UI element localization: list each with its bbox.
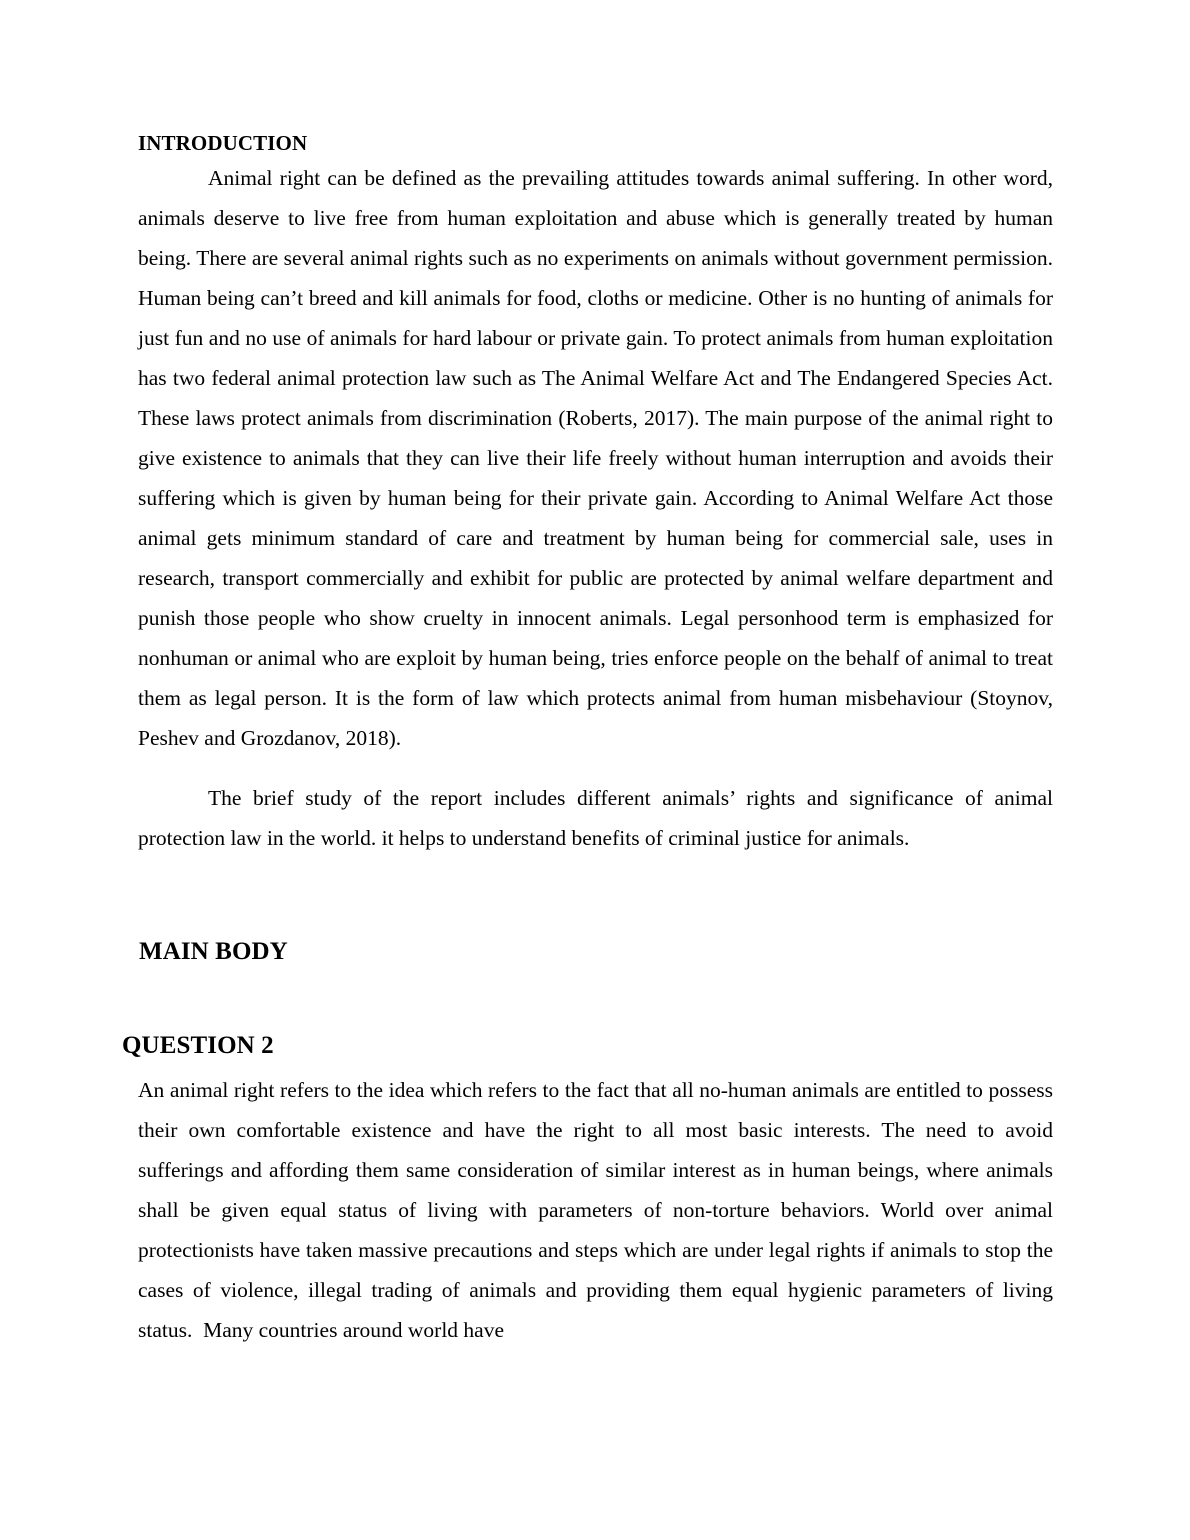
heading-question-2: QUESTION 2 — [122, 1032, 274, 1059]
page-content — [122, 130, 1066, 1350]
heading-introduction: INTRODUCTION — [138, 131, 308, 155]
paragraph-question-2-1: An animal right refers to the idea which refers to the fact that all no-human animals are entitled to possess their own comfortable existence and have the right to all most basic interests. The need to avoid sufferings and affording them same consideration of similar interest as in human beings, where animals shall be given equal status of living with parameters of non-torture behaviors. World over animal protectionists have taken massive precautions and steps which are under legal rights if animals to stop the cases of violence, illegal trading of animals and providing them equal hygienic parameters of living status. Many countries around world have — [138, 1078, 1059, 1342]
paragraph-introduction-2: The brief study of the report includes different animals’ rights and significance of animal protection law in the world. it helps to understand benefits of criminal justice for animals. — [138, 786, 1053, 850]
paragraph-introduction-1: Animal right can be defined as the prevailing attitudes towards animal suffering. In other word, animals deserve to live free from human exploitation and abuse which is generally treated by human being. There are several animal rights such as no experiments on animals without government permission. Human being can’t breed and kill animals for food, cloths or medicine. Other is no hunting of animals for just fun and no use of animals for hard labour or private gain. To protect animals from human exploitation has two federal animal protection law such as The Animal Welfare Act and The Endangered Species Act. These laws protect animals from discrimination (Roberts, 2017). The main purpose of the animal right to give existence to animals that they can live their life freely without human interruption and avoids their suffering which is given by human being for their private gain. According to Animal Welfare Act those animal gets minimum standard of care and treatment by human being for commercial sale, uses in research, transport commercially and exhibit for public are protected by animal welfare department and punish those people who show cruelty in innocent animals. Legal personhood term is emphasized for nonhuman or animal who are exploit by human being, tries enforce people on the behalf of animal to treat them as legal person. It is the form of law which protects animal from human misbehaviour (Stoynov, Peshev and Grozdanov, 2018). — [138, 166, 1053, 750]
heading-main-body: MAIN BODY — [139, 938, 288, 965]
